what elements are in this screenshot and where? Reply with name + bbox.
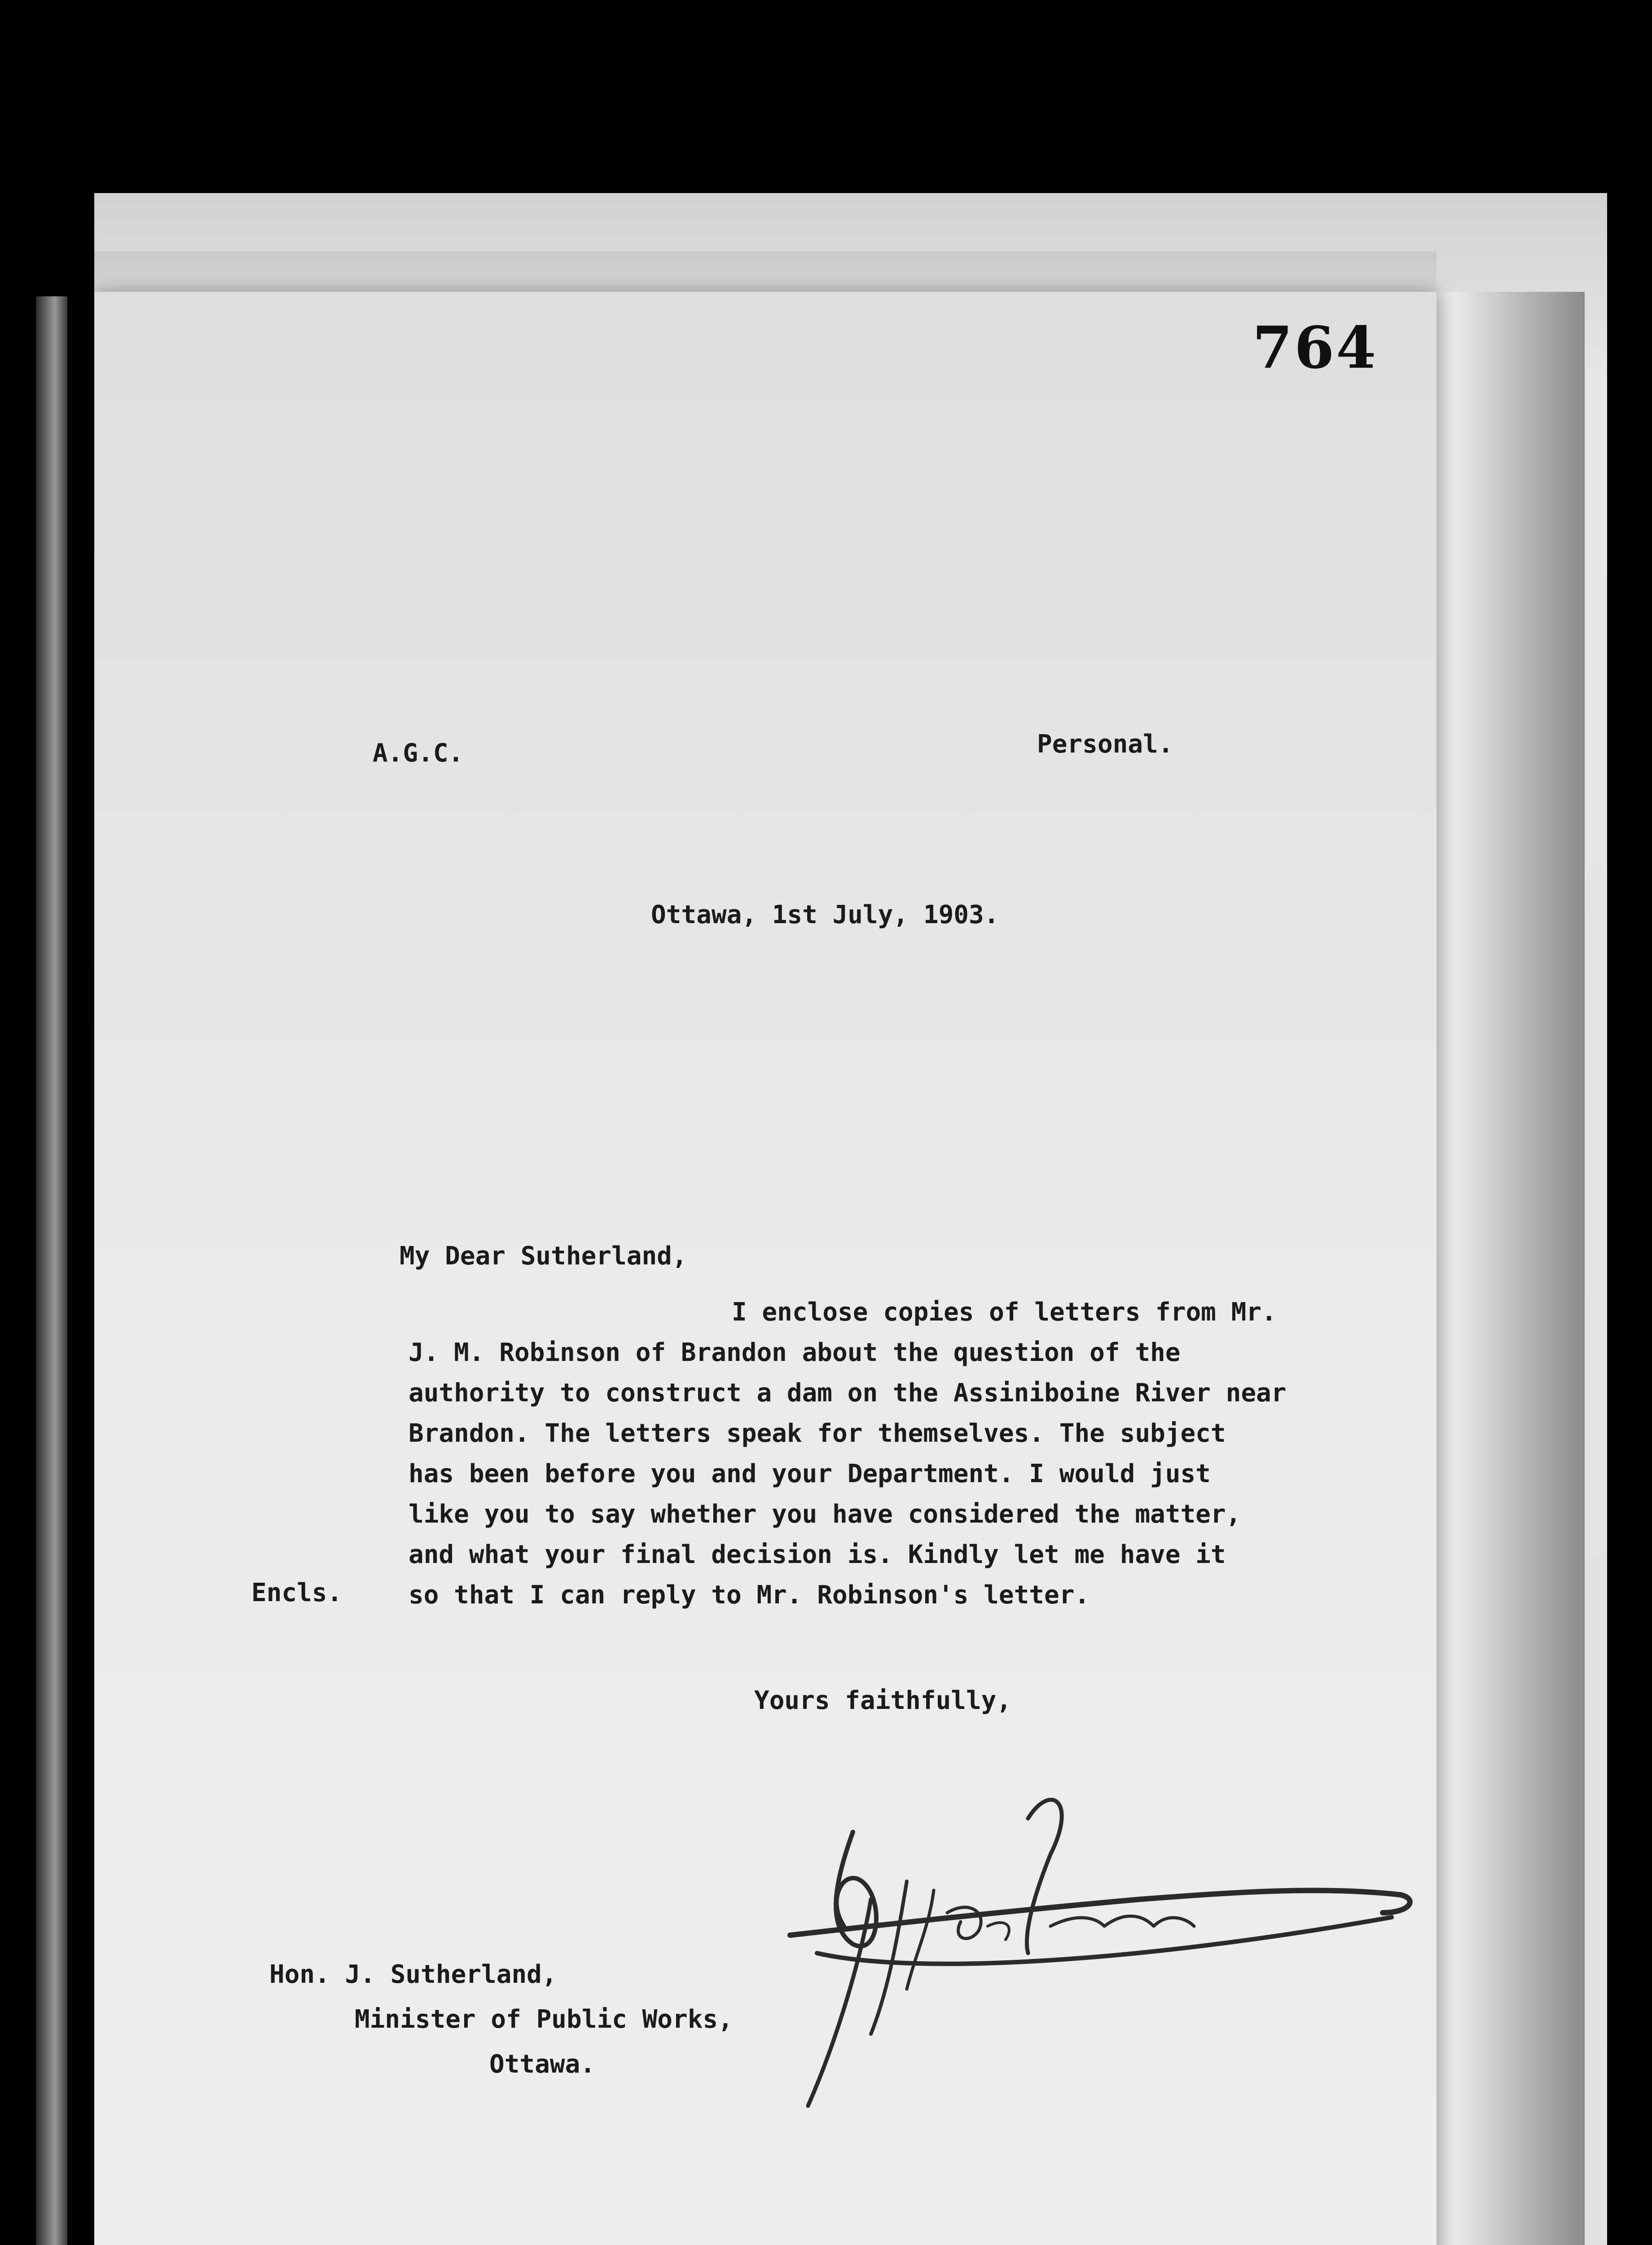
signature-text: Clifford Sifton [737, 2123, 745, 2124]
classification-mark: Personal. [1037, 730, 1173, 759]
body-line: like you to say whether you have considered the matter, [409, 1500, 1241, 1529]
film-edge-left [36, 296, 67, 2245]
body-line: I enclose copies of letters from Mr. [732, 1298, 1277, 1327]
body-line: authority to construct a dam on the Assiniboine River near [409, 1378, 1287, 1408]
enclosure-note: Encls. [251, 1578, 343, 1607]
signature [736, 1765, 1437, 2124]
addressee-name: Hon. J. Sutherland, [269, 1960, 557, 1989]
reference-code: A.G.C. [373, 739, 464, 768]
dateline: Ottawa, 1st July, 1903. [651, 900, 999, 929]
body-line: Brandon. The letters speak for themselves. The subject [409, 1419, 1226, 1448]
body-line: has been before you and your Department. I would just [409, 1459, 1211, 1488]
addressee-city: Ottawa. [489, 2050, 596, 2079]
body-line: and what your final decision is. Kindly let me have it [409, 1540, 1226, 1569]
salutation: My Dear Sutherland, [400, 1241, 687, 1271]
closing: Yours faithfully, [754, 1686, 1012, 1715]
addressee-title: Minister of Public Works, [355, 2005, 733, 2034]
body-line: J. M. Robinson of Brandon about the question of the [409, 1338, 1181, 1367]
body-line: so that I can reply to Mr. Robinson's letter. [409, 1580, 1090, 1610]
page-number: 764 [1252, 314, 1378, 382]
